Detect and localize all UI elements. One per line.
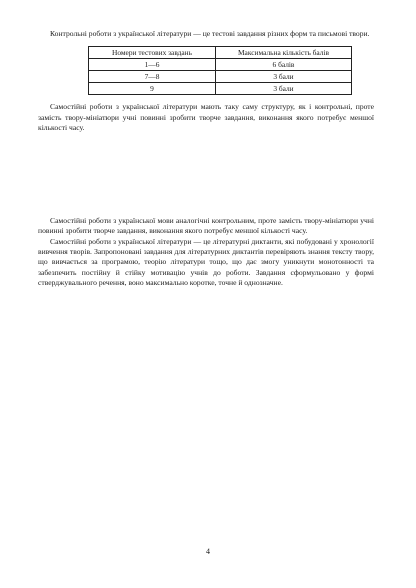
document-body <box>38 29 374 288</box>
table-header-cell: Номери тестових завдань <box>89 47 216 59</box>
scores-table <box>88 46 352 95</box>
table-cell: 6 балів <box>216 59 352 71</box>
table-cell: 9 <box>89 83 216 95</box>
scores-table-container <box>88 46 352 95</box>
table-header-cell: Максимальна кількість балів <box>216 47 352 59</box>
table-cell: 7—8 <box>89 71 216 83</box>
table-header-row <box>89 47 352 59</box>
paragraph-control-works: Контрольні роботи з української літератури — це тестові завдання різних форм та письмові твори. <box>50 29 370 38</box>
table-cell: 3 бали <box>216 83 352 95</box>
table-cell: 3 бали <box>216 71 352 83</box>
blank-space <box>38 133 374 216</box>
paragraph-independent-works-language: Самостійні роботи з української мови аналогічні контрольним, проте замість твору-мініатюри учні повинні зробити творче завдання, виконання якого потребує меншої кількості часу. <box>38 216 374 236</box>
paragraph-literary-dictations: Самостійні роботи з української літератури — це літературні диктанти, які побудовані у хронології вивчення творів. Запропоновані завдання для літературних диктантів перевіряють знання тексту твору, що вивчається за програмою, теорію літератури тощо, що дає змогу уникнути монотонності та забезпечить постійну й стійку мотивацію учнів до роботи. Завдання сформульовано у формі стверджувального речення, воно максимально коротке, точне й однозначне. <box>38 236 374 287</box>
page-number: 4 <box>206 547 210 556</box>
table-cell: 1—6 <box>89 59 216 71</box>
table-row <box>89 71 352 83</box>
paragraph-independent-works-literature: Самостійні роботи з української літератури мають таку саму структуру, як і контрольні, проте замість твору-мініатюри учні повинні зробити творче завдання, виконання якого потребує меншої кількості часу. <box>38 102 374 132</box>
table-row <box>89 83 352 95</box>
table-row <box>89 59 352 71</box>
